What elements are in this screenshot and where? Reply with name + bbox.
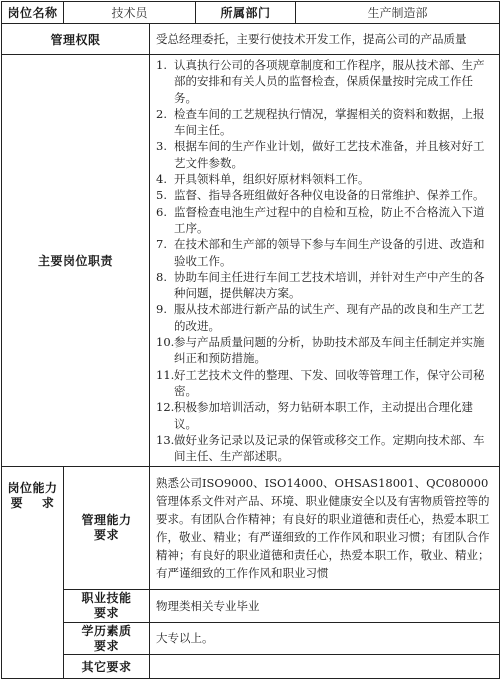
duty-number: 9. — [156, 302, 167, 317]
other-req-row — [2, 655, 500, 679]
duty-item — [156, 106, 493, 139]
job-description-sheet — [1, 1, 499, 679]
job-description-table — [1, 1, 500, 679]
duties-label: 主要岗位职责 — [2, 55, 150, 467]
duty-number: 7. — [156, 237, 167, 252]
duty-item — [156, 138, 493, 171]
duty-text: 开具领料单，组织好原材料领料工作。 — [174, 172, 370, 187]
duty-number: 8. — [156, 269, 167, 284]
other-req-label: 其它要求 — [64, 655, 150, 679]
duty-item — [156, 236, 493, 269]
duties-cell — [150, 55, 500, 467]
other-req-text — [150, 655, 500, 679]
duty-number: 6. — [156, 204, 167, 219]
skills-req-row — [2, 590, 500, 623]
duty-text: 监督检查电池生产过程中的自检和互检，防止不合格流入下道工序。 — [174, 204, 485, 235]
authority-row — [2, 24, 500, 55]
authority-label: 管理权限 — [2, 24, 150, 55]
duty-number: 13. — [156, 432, 175, 447]
duty-text: 认真执行公司的各项规章制度和工作程序，服从技术部、生产部的安排和有关人员的监督检查，保质保量按时完成工作任务。 — [174, 58, 485, 105]
duty-text: 服从技术部进行新产品的试生产、现有产品的改良和生产工艺的改进。 — [174, 302, 485, 333]
duty-item — [156, 171, 493, 187]
duty-number: 4. — [156, 172, 167, 187]
department-value: 生产制造部 — [296, 2, 500, 24]
education-req-text: 大专以上。 — [150, 623, 500, 655]
department-label: 所属部门 — [196, 2, 296, 24]
duty-item — [156, 432, 493, 465]
duty-text: 检查车间的工艺规程执行情况，掌握相关的资料和数据，上报车间主任。 — [174, 106, 485, 138]
skills-label-line2: 要求 — [93, 606, 119, 621]
ability-requirements-label — [2, 467, 64, 679]
authority-text: 受总经理委托，主要行使技术开发工作，提高公司的产品质量 — [150, 24, 500, 55]
ability-label-line1: 岗位能力 — [7, 481, 58, 496]
duty-number: 5. — [156, 188, 167, 203]
duty-item — [156, 204, 493, 237]
post-name-label: 岗位名称 — [2, 2, 64, 24]
skills-req-label — [64, 590, 150, 623]
skills-req-text: 物理类相关专业毕业 — [150, 590, 500, 623]
duty-number: 3. — [156, 139, 167, 154]
duties-list — [156, 57, 497, 464]
management-label-line1: 管理能力 — [81, 513, 132, 528]
education-label-line1: 学历素质 — [81, 623, 132, 638]
duty-text: 积极参加培训活动，努力钻研本职工作，主动提出合理化建议。 — [174, 400, 473, 431]
header-row — [2, 2, 500, 24]
duty-item — [156, 57, 493, 106]
skills-label-line1: 职业技能 — [81, 591, 132, 606]
duty-text: 监督、指导各班组做好各种仪电设备的日常维护、保养工作。 — [174, 188, 485, 203]
education-req-label — [64, 623, 150, 655]
management-label-line2: 要求 — [93, 528, 119, 543]
duty-text: 协助车间主任进行车间工艺技术培训，并针对生产中产生的各种问题，提供解决方案。 — [174, 269, 485, 301]
duty-text: 做好业务记录以及记录的保管或移交工作。定期向技术部、车间主任、生产部述职。 — [174, 432, 485, 464]
duty-text: 好工艺技术文件的整理、下发、回收等管理工作，保守公司秘密。 — [174, 367, 485, 398]
duty-number: 2. — [156, 106, 167, 121]
education-label-line2: 要求 — [93, 638, 119, 653]
management-req-text: 熟悉公司ISO9000、ISO14000、OHSAS18001、QC080000管理体系文件对产品、环境、职业健康安全以及有害物质管控等的要求。有团队合作精神；有良好的职业道德和责任心，热爱本职工作，敬业、精业；有严谨细致的工作作风和职业习惯；有团队合作精神；有良好的职业道德和责任心，热爱本职工作，敬业、精业；有严谨细致的工作作风和职业习惯 — [150, 467, 500, 590]
duty-item — [156, 301, 493, 334]
management-req-label — [64, 467, 150, 590]
duty-item — [156, 399, 493, 432]
education-req-row — [2, 623, 500, 655]
duty-item — [156, 334, 493, 367]
ability-label-line2: 要 求 — [10, 496, 55, 511]
duty-text: 参与产品质量问题的分析，协助技术部及车间主任制定并实施纠正和预防措施。 — [174, 335, 485, 366]
duties-row — [2, 55, 500, 467]
duty-number: 10. — [156, 335, 175, 350]
post-name-value: 技术员 — [64, 2, 196, 24]
duty-number: 11. — [156, 367, 175, 382]
duty-text: 根据车间的生产作业计划，做好工艺技术准备，并且核对好工艺文件参数。 — [174, 139, 485, 170]
duty-text: 在技术部和生产部的领导下参与车间生产设备的引进、改造和验收工作。 — [174, 237, 485, 268]
duty-item — [156, 269, 493, 302]
duty-number: 1. — [156, 58, 167, 72]
management-req-row — [2, 467, 500, 590]
duty-item — [156, 187, 493, 203]
duty-number: 12. — [156, 400, 175, 415]
duty-item — [156, 367, 493, 400]
